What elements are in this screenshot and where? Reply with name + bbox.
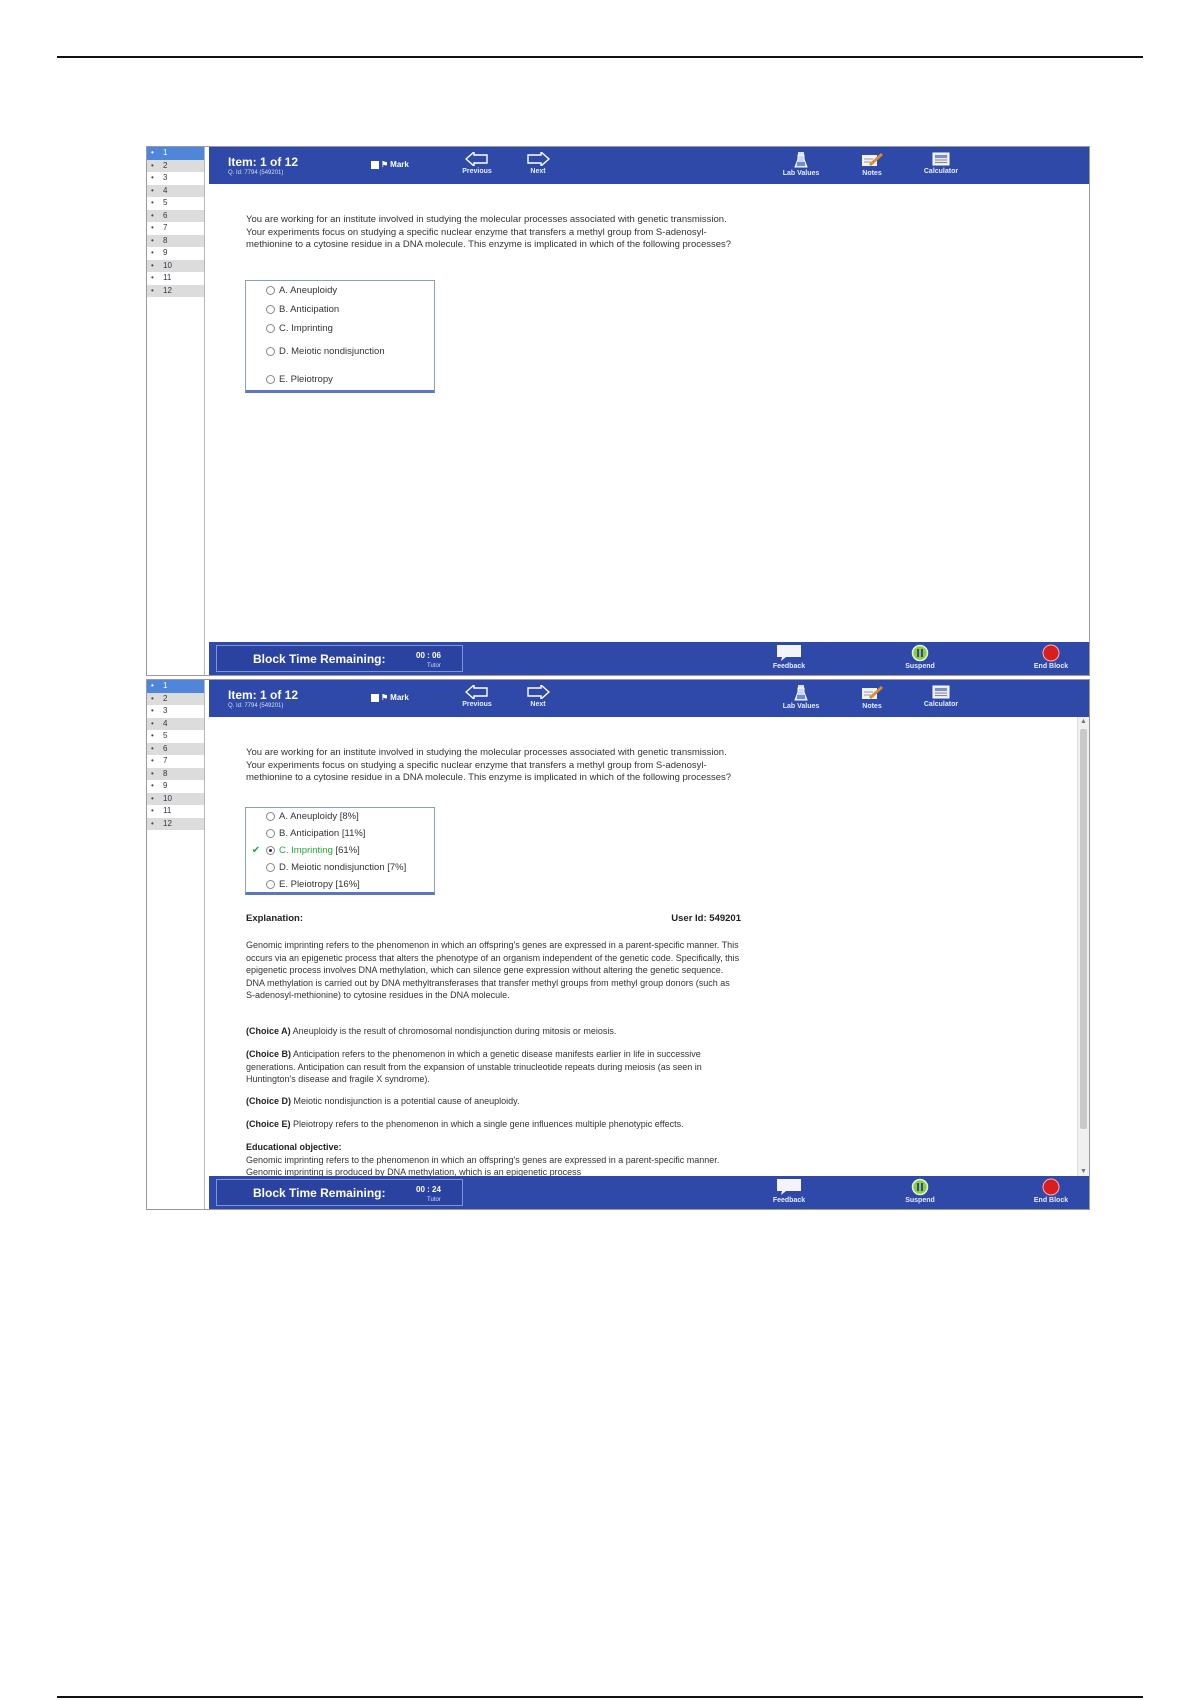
calculator-button[interactable] bbox=[913, 685, 969, 708]
stop-icon bbox=[1042, 644, 1060, 662]
radio-button[interactable] bbox=[266, 829, 275, 838]
block-timer bbox=[216, 645, 463, 672]
arrow-left-icon bbox=[465, 685, 489, 699]
radio-button[interactable] bbox=[266, 324, 275, 333]
explanation-main: Genomic imprinting refers to the phenomenon in which an offspring's genes are expressed in a parent-specific manner. This occurs via an epigenetic process that alters the phenotype of an organism independent of the genetic code. Specifically, this epigenetic process involves DNA methylation, which can silence gene expression without altering the genetic sequence. DNA methylation is carried out by DNA methyltransferases that transfer methyl groups from methyl group donors (such as S-adenosyl-methionine) to cytosine residues in the DNA molecule. bbox=[246, 940, 740, 1000]
radio-button[interactable] bbox=[266, 305, 275, 314]
bottom-toolbar bbox=[209, 642, 1089, 675]
question-list-item[interactable]: • 11 bbox=[147, 805, 204, 818]
end-block-label: End Block bbox=[1033, 663, 1069, 670]
question-number: 7 bbox=[163, 756, 168, 765]
choice-label: A. Aneuploidy bbox=[279, 284, 338, 296]
question-number: 11 bbox=[163, 806, 172, 815]
question-list-item[interactable]: • 1 bbox=[147, 147, 204, 160]
checkbox-icon bbox=[371, 694, 379, 702]
item-question-id: Q. Id: 7794 (549201) bbox=[228, 703, 284, 709]
arrow-left-icon bbox=[465, 152, 489, 166]
suspend-button[interactable] bbox=[888, 644, 952, 670]
question-stem: You are working for an institute involved in studying the molecular processes associated with genetic transmission. Your experiments focus on studying a specific nuclear enzyme that transfers a methyl group from S-adenosyl-methionine to a cytosine residue in a DNA molecule. This enzyme is implicated in which of the following processes? bbox=[246, 747, 732, 783]
answer-choices bbox=[245, 280, 435, 393]
calculator-button[interactable] bbox=[913, 152, 969, 175]
radio-button[interactable] bbox=[266, 812, 275, 821]
previous-label: Previous bbox=[462, 701, 492, 708]
choice-label: B. Anticipation bbox=[279, 303, 340, 315]
timer-label: Block Time Remaining: bbox=[253, 1186, 386, 1200]
question-list-item[interactable]: • 10 bbox=[147, 260, 204, 273]
answer-choice[interactable] bbox=[246, 302, 339, 316]
stop-icon bbox=[1042, 1178, 1060, 1196]
mark-checkbox[interactable] bbox=[371, 160, 409, 169]
objective-title: Educational objective: bbox=[246, 1142, 342, 1152]
scroll-up-icon[interactable]: ▲ bbox=[1080, 718, 1087, 725]
question-list-item[interactable]: • 8 bbox=[147, 768, 204, 781]
item-question-id: Q. Id: 7794 (549201) bbox=[228, 170, 284, 176]
flask-icon bbox=[794, 152, 808, 168]
answer-choice[interactable] bbox=[246, 826, 365, 840]
notes-label: Notes bbox=[862, 703, 882, 710]
explanation-choice-e: (Choice E) Pleiotropy refers to the phenomenon in which a single gene influences multiple phenotypic effects. bbox=[246, 1119, 684, 1129]
question-list-item[interactable]: • 4 bbox=[147, 185, 204, 198]
question-list bbox=[147, 147, 205, 675]
question-number: 10 bbox=[163, 260, 172, 270]
block-timer bbox=[216, 1179, 463, 1206]
question-list-item[interactable]: • 12 bbox=[147, 285, 204, 298]
timer-mode: Tutor bbox=[427, 663, 441, 669]
question-number: 8 bbox=[163, 235, 168, 245]
vertical-scrollbar[interactable] bbox=[1077, 717, 1089, 1176]
timer-value: 00 : 06 bbox=[416, 651, 441, 660]
question-list-item[interactable]: • 7 bbox=[147, 755, 204, 768]
radio-button[interactable] bbox=[266, 347, 275, 356]
choice-label: E. Pleiotropy bbox=[279, 373, 333, 385]
answer-choices bbox=[245, 807, 435, 895]
bottom-toolbar bbox=[209, 1176, 1089, 1209]
checkbox-icon bbox=[371, 161, 379, 169]
arrow-right-icon bbox=[526, 685, 550, 699]
suspend-label: Suspend bbox=[905, 1197, 935, 1204]
pause-icon bbox=[911, 1178, 929, 1196]
explanation-title: Explanation: bbox=[246, 913, 304, 924]
question-number: 7 bbox=[163, 223, 168, 232]
checkmark-icon: ✔ bbox=[251, 844, 261, 856]
timer-label: Block Time Remaining: bbox=[253, 652, 386, 666]
question-number: 3 bbox=[163, 706, 168, 715]
question-number: 4 bbox=[163, 718, 168, 728]
notes-pencil-icon bbox=[861, 152, 883, 168]
answer-choice[interactable] bbox=[246, 321, 333, 335]
question-number: 1 bbox=[163, 681, 168, 690]
previous-label: Previous bbox=[462, 168, 492, 175]
explanation-header bbox=[246, 913, 741, 924]
lab-values-button[interactable] bbox=[773, 152, 829, 177]
question-list-item[interactable]: • 9 bbox=[147, 780, 204, 793]
choice-label: B. Anticipation [11%] bbox=[279, 827, 366, 839]
question-number: 12 bbox=[163, 285, 172, 295]
exam-main bbox=[209, 147, 1089, 675]
educational-objective bbox=[246, 1141, 741, 1176]
answer-choice-correct[interactable] bbox=[246, 843, 360, 857]
choice-label: C. Imprinting bbox=[279, 322, 333, 334]
radio-button[interactable] bbox=[266, 863, 275, 872]
question-number: 9 bbox=[163, 248, 168, 257]
flag-icon: ⚑ bbox=[381, 693, 389, 702]
question-list-item[interactable]: • 3 bbox=[147, 705, 204, 718]
mark-checkbox[interactable] bbox=[371, 693, 409, 702]
timer-value: 00 : 24 bbox=[416, 1185, 441, 1194]
answer-choice[interactable] bbox=[246, 372, 333, 386]
page-top-rule bbox=[57, 56, 1143, 58]
question-number: 2 bbox=[163, 160, 168, 170]
question-number: 3 bbox=[163, 173, 168, 182]
question-number: 9 bbox=[163, 781, 168, 790]
question-number: 8 bbox=[163, 768, 168, 778]
end-block-button[interactable] bbox=[1019, 1178, 1083, 1204]
radio-button[interactable] bbox=[266, 880, 275, 889]
top-toolbar bbox=[209, 147, 1089, 184]
question-number: 10 bbox=[163, 793, 172, 803]
suspend-label: Suspend bbox=[905, 663, 935, 670]
pause-icon bbox=[911, 644, 929, 662]
question-list-item[interactable]: • 7 bbox=[147, 222, 204, 235]
feedback-button[interactable] bbox=[757, 644, 821, 670]
answer-choice[interactable] bbox=[246, 344, 385, 358]
question-list-item[interactable]: • 5 bbox=[147, 197, 204, 210]
question-number: 6 bbox=[163, 743, 168, 753]
choice-label: D. Meiotic nondisjunction bbox=[279, 345, 385, 357]
question-number: 11 bbox=[163, 273, 172, 282]
question-number: 12 bbox=[163, 818, 172, 828]
question-list-item[interactable]: • 3 bbox=[147, 172, 204, 185]
question-list-item[interactable]: • 6 bbox=[147, 210, 204, 223]
notes-button[interactable] bbox=[844, 685, 900, 710]
choice-label: E. Pleiotropy [16%] bbox=[279, 878, 360, 890]
notes-label: Notes bbox=[862, 170, 882, 177]
objective-text: Genomic imprinting refers to the phenomenon in which an offspring's genes are expressed in a parent-specific manner. Genomic imprinting is produced by DNA methylation, which is an epigenetic process bbox=[246, 1154, 720, 1176]
answer-choice[interactable] bbox=[246, 860, 406, 874]
question-list-item[interactable]: • 5 bbox=[147, 730, 204, 743]
item-title: Item: 1 of 12 bbox=[228, 688, 299, 702]
flask-icon bbox=[794, 685, 808, 701]
choice-label: C. Imprinting [61%] bbox=[279, 844, 360, 856]
radio-button-selected[interactable] bbox=[266, 846, 275, 855]
notes-pencil-icon bbox=[861, 685, 883, 701]
answer-choice[interactable] bbox=[246, 283, 337, 297]
question-list-item[interactable]: • 1 bbox=[147, 680, 204, 693]
lab-values-label: Lab Values bbox=[782, 170, 820, 177]
end-block-button[interactable] bbox=[1019, 644, 1083, 670]
question-list-item[interactable]: • 2 bbox=[147, 693, 204, 706]
end-block-label: End Block bbox=[1033, 1197, 1069, 1204]
notes-button[interactable] bbox=[844, 152, 900, 177]
question-list-item[interactable]: • 4 bbox=[147, 718, 204, 731]
page-bottom-rule bbox=[57, 1696, 1143, 1698]
radio-button[interactable] bbox=[266, 286, 275, 295]
question-list-item[interactable]: • 8 bbox=[147, 235, 204, 248]
next-button[interactable] bbox=[510, 685, 566, 708]
item-title: Item: 1 of 12 bbox=[228, 155, 299, 169]
arrow-right-icon bbox=[526, 152, 550, 166]
next-label: Next bbox=[530, 168, 546, 175]
calculator-label: Calculator bbox=[923, 168, 959, 175]
question-list-item[interactable]: • 12 bbox=[147, 818, 204, 831]
explanation-choice-b: (Choice B) Anticipation refers to the phenomenon in which a genetic disease manifests earlier in life in successive generations. Anticipation can result from the expansion of unstable trinucleotide repeats during meiosis (as seen in Huntington's disease and fragile X syndrome). bbox=[246, 1049, 702, 1084]
question-number: 5 bbox=[163, 731, 168, 740]
calculator-label: Calculator bbox=[923, 701, 959, 708]
calculator-icon bbox=[932, 685, 950, 699]
explanation-content bbox=[209, 717, 1089, 1176]
timer-mode: Tutor bbox=[427, 1197, 441, 1203]
question-stem: You are working for an institute involved in studying the molecular processes associated with genetic transmission. Your experiments focus on studying a specific nuclear enzyme that transfers a methyl group from S-adenosyl-methionine to a cytosine residue in a DNA molecule. This enzyme is implicated in which of the following processes? bbox=[246, 214, 732, 250]
mark-label: Mark bbox=[390, 160, 409, 169]
question-number: 2 bbox=[163, 693, 168, 703]
question-list-item[interactable]: • 9 bbox=[147, 247, 204, 260]
exam-main bbox=[209, 680, 1089, 1209]
mark-label: Mark bbox=[390, 693, 409, 702]
question-number: 4 bbox=[163, 185, 168, 195]
answer-choice[interactable] bbox=[246, 877, 360, 891]
feedback-button[interactable] bbox=[757, 1178, 821, 1204]
radio-button[interactable] bbox=[266, 375, 275, 384]
question-list-item[interactable]: • 10 bbox=[147, 793, 204, 806]
question-number: 5 bbox=[163, 198, 168, 207]
previous-button[interactable] bbox=[449, 685, 505, 708]
question-list bbox=[147, 680, 205, 1209]
top-toolbar bbox=[209, 680, 1089, 717]
feedback-label: Feedback bbox=[772, 1197, 806, 1204]
question-number: 6 bbox=[163, 210, 168, 220]
next-button[interactable] bbox=[510, 152, 566, 175]
scrollbar-thumb[interactable] bbox=[1080, 729, 1087, 1129]
lab-values-button[interactable] bbox=[773, 685, 829, 710]
next-label: Next bbox=[530, 701, 546, 708]
question-content bbox=[209, 184, 1089, 642]
exam-window-question bbox=[146, 146, 1090, 676]
choice-label: A. Aneuploidy [8%] bbox=[279, 810, 359, 822]
flag-icon: ⚑ bbox=[381, 160, 389, 169]
calculator-icon bbox=[932, 152, 950, 166]
lab-values-label: Lab Values bbox=[782, 703, 820, 710]
user-id: User Id: 549201 bbox=[671, 913, 741, 924]
speech-bubble-icon bbox=[776, 1178, 802, 1196]
question-list-item[interactable]: • 2 bbox=[147, 160, 204, 173]
choice-label: D. Meiotic nondisjunction [7%] bbox=[279, 861, 407, 873]
exam-window-explanation bbox=[146, 679, 1090, 1210]
suspend-button[interactable] bbox=[888, 1178, 952, 1204]
question-list-item[interactable]: • 6 bbox=[147, 743, 204, 756]
feedback-label: Feedback bbox=[772, 663, 806, 670]
previous-button[interactable] bbox=[449, 152, 505, 175]
speech-bubble-icon bbox=[776, 644, 802, 662]
scroll-down-icon[interactable]: ▼ bbox=[1080, 1168, 1087, 1175]
explanation-choice-a: (Choice A) Aneuploidy is the result of chromosomal nondisjunction during mitosis or meiosis. bbox=[246, 1026, 617, 1036]
explanation-choice-d: (Choice D) Meiotic nondisjunction is a potential cause of aneuploidy. bbox=[246, 1096, 520, 1106]
question-number: 1 bbox=[163, 148, 168, 157]
answer-choice[interactable] bbox=[246, 809, 359, 823]
question-list-item[interactable]: • 11 bbox=[147, 272, 204, 285]
